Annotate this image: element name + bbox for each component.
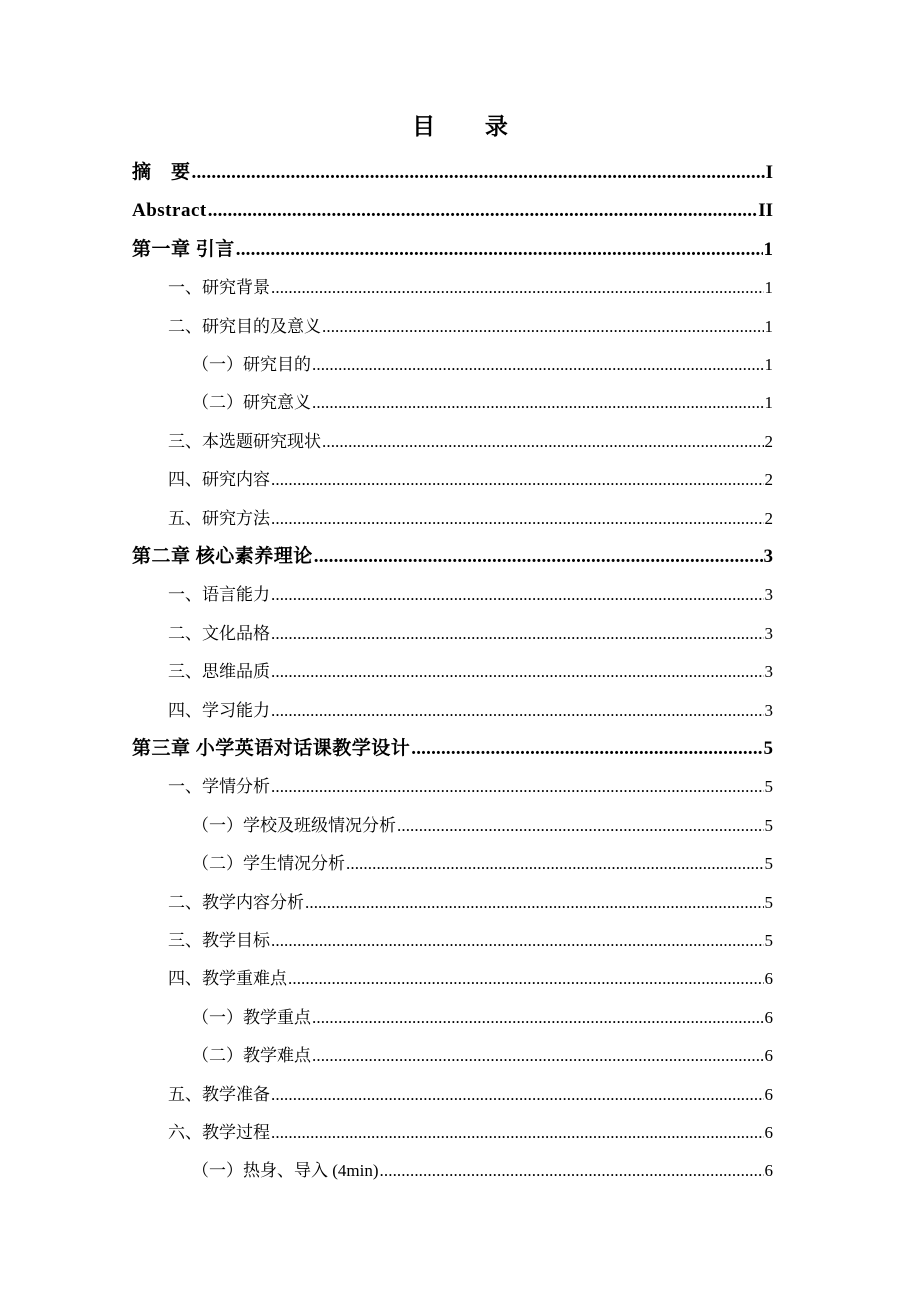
toc-dot-leader xyxy=(208,197,758,225)
toc-entry[interactable] xyxy=(168,505,773,533)
toc-dot-leader xyxy=(271,505,764,533)
toc-dot-leader xyxy=(271,466,764,494)
toc-entry-page-number: 6 xyxy=(764,1084,773,1104)
toc-entry[interactable] xyxy=(192,850,773,878)
toc-entry-title: （一）研究目的 xyxy=(192,355,311,374)
toc-entry[interactable] xyxy=(192,389,773,417)
toc-entry-title: （一）热身、导入 (4min) xyxy=(192,1161,379,1181)
toc-dot-leader xyxy=(192,159,765,187)
toc-entry-page-number: 3 xyxy=(763,546,773,567)
toc-entry-page-number: 1 xyxy=(764,316,773,336)
toc-dot-leader xyxy=(271,1081,764,1109)
toc-entry[interactable] xyxy=(168,965,773,993)
toc-dot-leader xyxy=(312,351,764,379)
toc-entry[interactable] xyxy=(168,466,773,494)
toc-entry[interactable] xyxy=(168,889,773,917)
toc-entry-title: 三、思维品质 xyxy=(168,662,270,682)
toc-dot-leader xyxy=(322,313,764,341)
toc-entry[interactable] xyxy=(168,620,773,648)
toc-entry[interactable] xyxy=(132,159,773,187)
toc-dot-leader xyxy=(271,697,764,725)
toc-entry-title: 五、教学准备 xyxy=(168,1084,270,1104)
toc-dot-leader xyxy=(314,543,763,571)
toc-entry-title: 四、教学重难点 xyxy=(168,969,287,989)
toc-entry-page-number: 2 xyxy=(764,431,773,451)
toc-entry-title: 五、研究方法 xyxy=(168,508,270,528)
toc-entry[interactable] xyxy=(168,697,773,725)
toc-dot-leader xyxy=(271,1119,764,1147)
toc-dot-leader xyxy=(312,389,764,417)
toc-entry-title: 六、教学过程 xyxy=(168,1123,270,1142)
toc-entry-page-number: 1 xyxy=(764,393,773,413)
toc-entry-title: 二、教学内容分析 xyxy=(168,892,304,912)
toc-entry-page-number: 6 xyxy=(764,1161,773,1181)
toc-entry[interactable] xyxy=(132,543,773,571)
toc-entry-page-number: 3 xyxy=(764,662,773,682)
toc-dot-leader xyxy=(322,428,764,456)
toc-entry-title: （一）学校及班级情况分析 xyxy=(192,815,396,835)
toc-dot-leader xyxy=(271,658,764,686)
toc-entry[interactable] xyxy=(192,1042,773,1070)
toc-entry[interactable] xyxy=(168,1081,773,1109)
toc-dot-leader xyxy=(312,1042,764,1070)
toc-dot-leader xyxy=(271,274,764,302)
toc-entry-title: Abstract xyxy=(132,200,207,222)
toc-dot-leader xyxy=(380,1157,764,1185)
toc-entry-page-number: 3 xyxy=(764,623,773,643)
toc-entry[interactable] xyxy=(132,197,773,225)
toc-entry[interactable] xyxy=(168,927,773,955)
toc-dot-leader xyxy=(271,927,764,955)
toc-entry[interactable] xyxy=(132,236,773,264)
toc-dot-leader xyxy=(271,620,764,648)
toc-entry-title: 摘 要 xyxy=(132,162,191,183)
toc-entry[interactable] xyxy=(192,1157,773,1185)
toc-entry-title: 一、学情分析 xyxy=(168,777,270,797)
toc-entry[interactable] xyxy=(168,773,773,801)
toc-entry[interactable] xyxy=(168,313,773,341)
toc-entry-title: 一、语言能力 xyxy=(168,585,270,605)
toc-entry-page-number: 3 xyxy=(764,585,773,605)
toc-dot-leader xyxy=(236,236,763,264)
toc-dot-leader xyxy=(271,773,764,801)
toc-entry[interactable] xyxy=(192,1004,773,1032)
toc-entry-title: 二、文化品格 xyxy=(168,623,270,643)
toc-entry[interactable] xyxy=(168,428,773,456)
toc-entry-page-number: 5 xyxy=(764,854,773,874)
toc-entry-title: 第三章 小学英语对话课教学设计 xyxy=(132,738,411,759)
toc-entry[interactable] xyxy=(132,735,773,763)
toc-entry[interactable] xyxy=(168,1119,773,1147)
toc-dot-leader xyxy=(411,735,762,763)
toc-entry-title: 第一章 引言 xyxy=(132,238,235,260)
toc-dot-leader xyxy=(305,889,764,917)
toc-entry[interactable] xyxy=(192,351,773,379)
toc-entry-page-number: 6 xyxy=(764,1046,773,1066)
toc-entry-page-number: 1 xyxy=(764,355,773,374)
toc-entry-title: （一）教学重点 xyxy=(192,1007,311,1027)
toc-entry-title: 一、研究背景 xyxy=(168,278,270,298)
toc-entry-page-number: 1 xyxy=(764,278,773,298)
toc-title: 目 录 xyxy=(412,114,530,139)
toc-entry-page-number: 5 xyxy=(764,815,773,835)
toc-entry-page-number: 5 xyxy=(764,931,773,950)
toc-entry-page-number: 2 xyxy=(764,470,773,490)
toc-entry-title: 二、研究目的及意义 xyxy=(168,316,321,336)
toc-dot-leader xyxy=(288,965,764,993)
toc-entry-page-number: 6 xyxy=(764,969,773,989)
toc-entry-title: （二）研究意义 xyxy=(192,393,311,413)
toc-entry-title: （二）教学难点 xyxy=(192,1046,311,1066)
toc-entry-title: 第二章 核心素养理论 xyxy=(132,546,313,567)
toc-entry-page-number: 2 xyxy=(764,508,773,528)
toc-entry-page-number: II xyxy=(758,200,773,222)
toc-entry[interactable] xyxy=(168,581,773,609)
toc-dot-leader xyxy=(346,850,764,878)
toc-dot-leader xyxy=(271,581,764,609)
toc-entry-page-number: 1 xyxy=(763,238,773,260)
toc-dot-leader xyxy=(397,812,764,840)
toc-entry-title: 三、教学目标 xyxy=(168,931,270,950)
toc-entry-page-number: 5 xyxy=(764,892,773,912)
toc-entry-title: 四、研究内容 xyxy=(168,470,270,490)
toc-entry-page-number: 6 xyxy=(764,1007,773,1027)
toc-entry-page-number: 5 xyxy=(763,738,773,759)
toc-entry-page-number: 5 xyxy=(764,777,773,797)
toc-entry-title: 三、本选题研究现状 xyxy=(168,431,321,451)
toc-entry-title: （二）学生情况分析 xyxy=(192,854,345,874)
toc-entry-page-number: 3 xyxy=(764,700,773,720)
toc-entry-title: 四、学习能力 xyxy=(168,700,270,720)
toc-dot-leader xyxy=(312,1004,764,1032)
toc-entry-page-number: 6 xyxy=(764,1123,773,1142)
toc-entry[interactable] xyxy=(168,274,773,302)
toc-entry[interactable] xyxy=(192,812,773,840)
toc-entry[interactable] xyxy=(168,658,773,686)
toc-entry-page-number: I xyxy=(765,162,773,183)
